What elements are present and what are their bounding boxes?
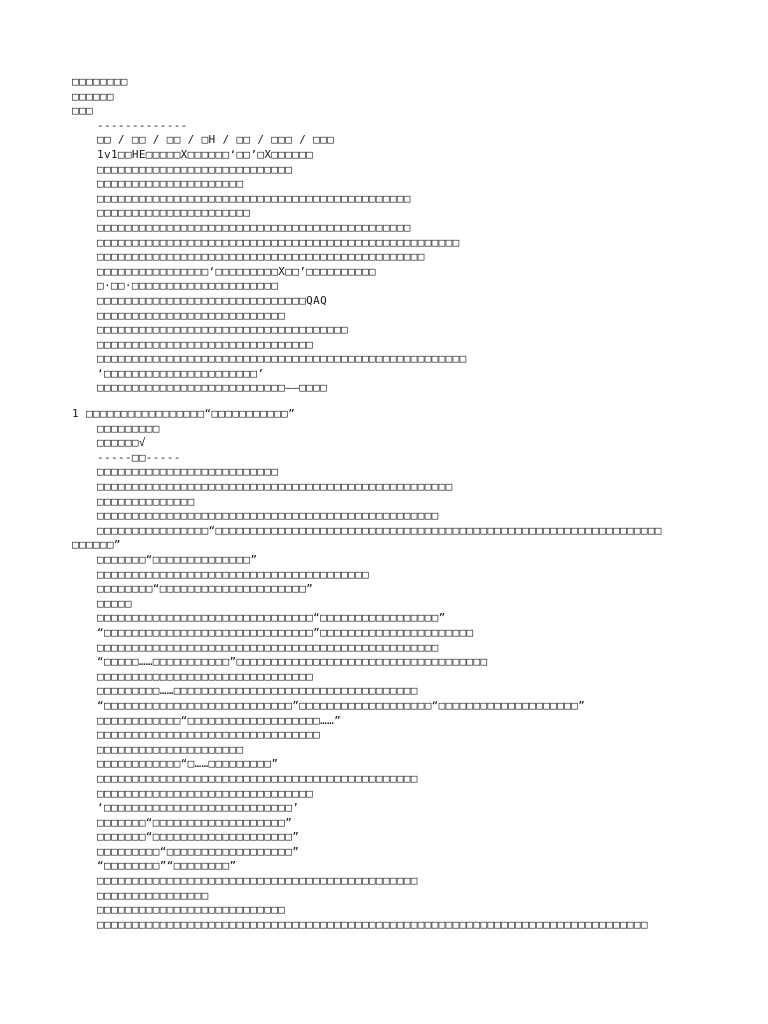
text-line: □□□□□□□□□□□□□□□□□□□□□ (97, 742, 244, 756)
text-line: □□□□□□□□□□□□□□□□□□□□□□□□□□□□□□□ (97, 786, 314, 800)
text-line: □□□□□□□□□“□□□□□□□□□□□□□□□□□□” (97, 844, 300, 858)
text-line: □□□□□□□□□□□□□□□□□□□□□ (97, 177, 244, 191)
text-line: □·□□·□□□□□□□□□□□□□□□□□□□□□ (97, 279, 279, 293)
text-line: □□□□□□ (72, 89, 114, 103)
text-line: □□□ (72, 104, 93, 118)
text-line: “□□□□□□□□□□□□□□□□□□□□□□□□□□□□□□”□□□□□□□□□□□□□□□□□□□□□□ (97, 625, 474, 639)
text-line: □□□□□□□“□□□□□□□□□□□□□□□□□□□” (97, 815, 293, 829)
text-line: “□□□□□□□□□□□□□□□□□□□□□□□□□□□”□□□□□□□□□□□□□□□□□□□“□□□□□□□□□□□□□□□□□□□□” (97, 698, 586, 712)
text-line: -----□□----- (97, 450, 181, 464)
text-line: □□□□□□□□□□□□□□□□□□□□□□□□□□□□□□QAQ (97, 293, 328, 307)
text-line: □□□□□□□□□□□□□□□□□□□□□□□□□□ (97, 465, 279, 479)
text-line: □□□□□□□□□□□□□□□□□□□□□□□□□□□□□□□□□□□□□□□□□□□□□ (97, 191, 411, 205)
text-line: □□□□□□□□□□□□□□□□□□□□□□□□□□□□□□□□□□□□□□□□□□□□□□□ (97, 250, 425, 264)
text-line: □□□□□□□□□□□□□□□□□□□□□□□□□□□□□□□□□□□□□□□□□□□□□ (97, 220, 411, 234)
text-line: □□□□□□□□□□□□□□□□□□□□□□□□□□□□□□□□□□□□□□□ (97, 567, 369, 581)
text-line: □□□□□□□“□□□□□□□□□□□□□□” (97, 553, 258, 566)
text-line: □□□□□□□□□□□□□□□□□□□□□□□□□□□□□□□□□□□□□□□□□□□□□□□□□□□□□□□□□□□□□□□□□□□□□□□□□□□□□□□ (97, 917, 648, 931)
text-line: □□□□□□□□□ (97, 421, 160, 435)
text-line: ------------- (97, 118, 188, 132)
text-line: □□□□□□□□□□□□□□□□□□□□□□□□□□□——□□□□ (97, 381, 328, 395)
text-line: □□□□□□□□□□□□□□□□□□□□□□□□□□□□ (97, 162, 293, 176)
text-line: □□□□□ (97, 596, 132, 610)
text-line: ‘□□□□□□□□□□□□□□□□□□□□□□□□□□□’ (97, 801, 300, 815)
text-line: □□□□□□□□□□□□□□□□□□□□□□□□□□□□□□□□□□□□□□□□□□□□□□ (97, 771, 418, 785)
text-line: □□□□□□□□□□□□“□……□□□□□□□□□” (97, 757, 279, 771)
text-line: □□□□□□□□□□□□□□□□□□□□□□□□□□□□□□□ (97, 337, 314, 351)
text-line: □□□□□□” (72, 538, 121, 552)
text-line: □□□□□□□□□□□□□□ (97, 494, 195, 508)
text-line: □□□□□□□□□□□□□□□□□□□□□□□□□□□□□□□□□□□□□□□□□□□□□□□□□□□ (97, 480, 453, 494)
text-line: □□□□□□□“□□□□□□□□□□□□□□□□□□□□” (97, 830, 300, 844)
text-line: □□□□□□□□□□□□□□□□“□□□□□□□□□□□□□□□□□□□□□□□□□□□□□□□□□□□□□□□□□□□□□□□□□□□□□□□□□□□□□□□□ (97, 523, 662, 537)
text-line: □□□□□□□□□□□□□□□□□□□□□□□□□□□□□□□□□□□□□□□□□□□□□□□□□ (97, 640, 439, 654)
text-line: □□□□□□□□□□□□□□□□□□□□□□□□□□□□□□□□□□□□□□□□□□□□□□□□□ (97, 509, 439, 523)
text-line: □□□□□□√ (97, 436, 146, 450)
text-line: □□□□□□□□□□□□□□□□□□□□□□□□□□□ (97, 903, 286, 917)
text-line: □□□□□□□□□□□□□□□□□□□□□□□□□□□□□□□□□□□□□□□□□□□□□□□□□□□□□ (97, 352, 467, 366)
text-line: □□□□□□□□□□□□□□□□ (97, 888, 209, 902)
text-line: □□□□□□□□ (72, 75, 128, 88)
text-line: □□□□□□□□□□□□□□□□‘□□□□□□□□□X□□’□□□□□□□□□□ (97, 264, 376, 278)
text-line: □□□□□□□□□□□□□□□□□□□□□□□□□□□ (97, 308, 286, 322)
text-line: □□□□□□□□□□□□□□□□□□□□□□□□□□□□□□□□□□□□□□□□□□□□□□ (97, 874, 418, 888)
text-line: “□□□□□……□□□□□□□□□□□”□□□□□□□□□□□□□□□□□□□□□□□□□□□□□□□□□□□□ (97, 655, 488, 669)
text-line: 1v1□□HE□□□□□X□□□□□□‘□□’□X□□□□□□ (97, 147, 314, 161)
text-line: □□□□□□□□□□□□□□□□□□□□□□□□□□□□□□□□ (97, 728, 321, 742)
text-line: “□□□□□□□□”“□□□□□□□□” (97, 859, 237, 873)
text-line: □□□□□□□□□……□□□□□□□□□□□□□□□□□□□□□□□□□□□□□□□□□□□ (97, 684, 418, 698)
text-line: □□□□□□□□“□□□□□□□□□□□□□□□□□□□□□” (97, 582, 314, 596)
text-line: □□□□□□□□□□□□“□□□□□□□□□□□□□□□□□□□……” (97, 713, 342, 727)
text-line: □□□□□□□□□□□□□□□□□□□□□□□□□□□□□□□□□□□□ (97, 323, 349, 337)
text-line: ‘□□□□□□□□□□□□□□□□□□□□□□’ (97, 366, 265, 380)
text-line: □□□□□□□□□□□□□□□□□□□□□□□□□□□□□□□□□□□□□□□□□□□□□□□□□□□□ (97, 235, 460, 249)
paragraph-gap (72, 396, 752, 407)
text-line: □□□□□□□□□□□□□□□□□□□□□□□□□□□□□□□ (97, 669, 314, 683)
text-line: 1 □□□□□□□□□□□□□□□□□“□□□□□□□□□□□” (72, 407, 296, 421)
text-line: □□□□□□□□□□□□□□□□□□□□□□□□□□□□□□□“□□□□□□□□□□□□□□□□□” (97, 611, 446, 625)
text-line: □□ / □□ / □□ / □H / □□ / □□□ / □□□ (97, 133, 335, 147)
text-line: □□□□□□□□□□□□□□□□□□□□□□ (97, 206, 251, 220)
